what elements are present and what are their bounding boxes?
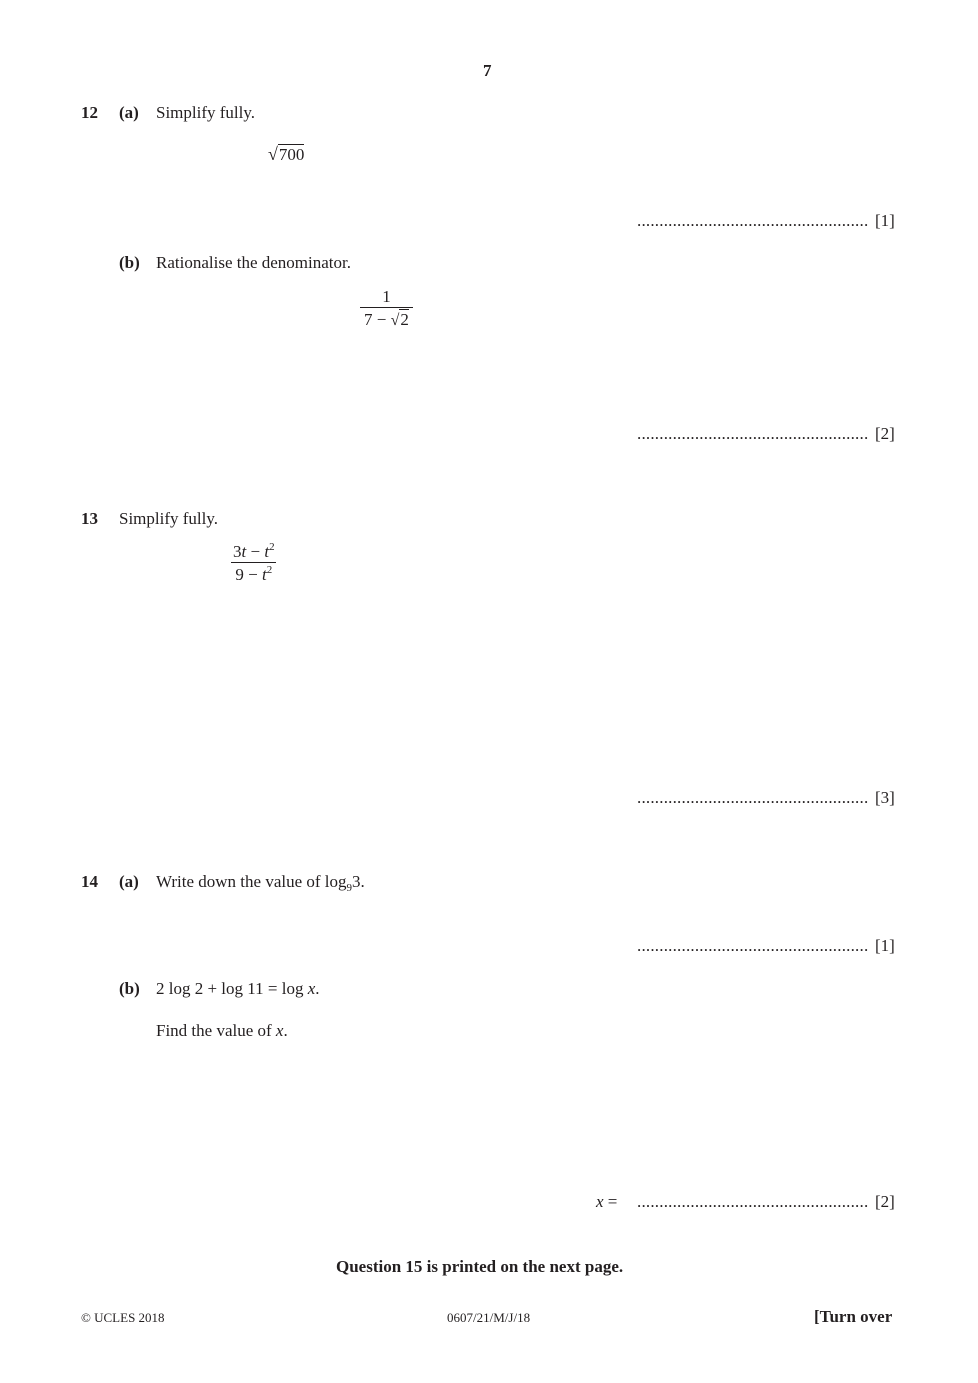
part-label-12a: (a) [119,103,139,122]
footer-copyright: © UCLES 2018 [81,1310,165,1325]
answer-line-14a[interactable]: .................................................... [637,936,869,955]
denominator-12b [360,307,413,329]
numerator-13: $3t - t^2$ [233,541,275,561]
part-label-12b: (b) [119,253,140,272]
log-base-14a: 9 [346,882,353,894]
question-number-14: 14 [81,872,98,891]
radicand-12a: 700 [278,145,305,164]
denominator-13: $9 - t^2$ [231,562,276,583]
answer-line-12a[interactable]: .................................................... [637,211,869,230]
marks-14b: [2] [875,1192,895,1211]
answer-prefix-14b: x = [596,1192,618,1211]
instruction-14b: Find the value of x. [156,1021,288,1040]
instruction-14a: Write down the value of $\log_93$. [156,872,365,894]
footer-turn-over: [Turn over [814,1307,893,1326]
square-root-icon: √ [268,144,278,164]
square-root-icon: √ [390,312,400,329]
footer-paper-code: 0607/21/M/J/18 [447,1310,531,1325]
marks-14a: [1] [875,936,895,955]
instruction-12b: Rationalise the denominator. [156,253,351,272]
page-number: 7 [483,61,492,80]
marks-12a: [1] [875,211,895,230]
question-number-12: 12 [81,103,98,122]
next-page-note: Question 15 is printed on the next page. [336,1257,624,1276]
question-number-13: 13 [81,509,98,528]
denominator-12b-left: 7 − [364,310,391,329]
fraction-12b [360,288,413,329]
equation-14b: 2 log 2 + log 11 = log x. [156,979,320,998]
answer-line-14b[interactable]: .................................................... [637,1192,869,1211]
answer-line-12b[interactable]: .................................................... [637,424,869,443]
numerator-12b: 1 [382,287,391,306]
answer-line-13[interactable]: .................................................... [637,788,869,807]
expression-12a [268,145,304,163]
radicand-12b: 2 [400,310,409,329]
marks-13: [3] [875,788,895,807]
instruction-13: Simplify fully. [119,509,219,528]
fraction-13 [229,543,279,583]
part-label-14b: (b) [119,979,140,998]
instruction-12a: Simplify fully. [156,103,256,122]
marks-12b: [2] [875,424,895,443]
part-label-14a: (a) [119,872,139,891]
